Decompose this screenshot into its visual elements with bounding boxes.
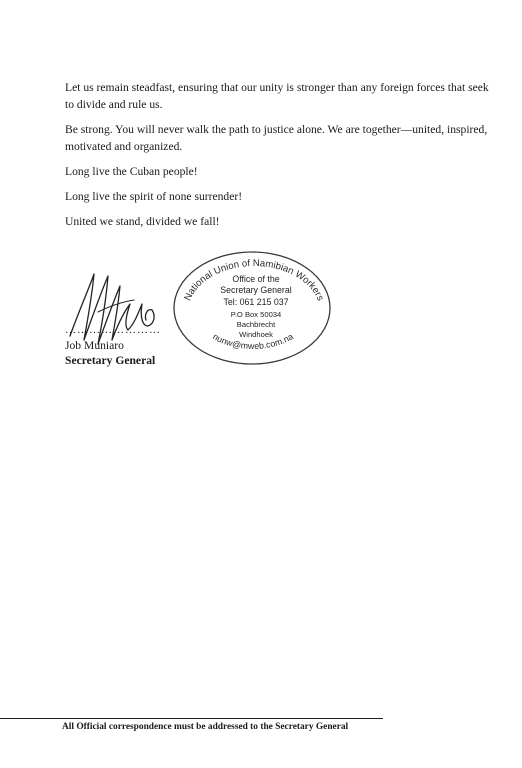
stamp-line: Tel: 061 215 037 [223, 297, 289, 307]
official-stamp [172, 248, 332, 366]
stamp-line: Secretary General [220, 285, 292, 295]
body-paragraph: United we stand, divided we fall! [65, 215, 220, 228]
body-paragraph: Let us remain steadfast, ensuring that our unity is stronger than any foreign forces that seek to divide and rule us. [65, 81, 489, 111]
stamp-email: nunw@mweb.com.na [211, 331, 295, 351]
footer-rule [0, 718, 383, 719]
stamp-line: Windhoek [239, 330, 273, 339]
signer-title: Secretary General [65, 354, 156, 367]
stamp-line: Office of the [232, 274, 280, 284]
signature-line: …………………… [65, 324, 161, 336]
stamp-arc-text: National Union of Namibian Workers [182, 257, 326, 303]
stamp-line: Bachbrecht [236, 320, 276, 329]
stamp-line: P.O Box 50034 [230, 310, 282, 319]
body-paragraph: Be strong. You will never walk the path to justice alone. We are together—united, inspired, motivated and organized. [65, 123, 488, 153]
footer-note: All Official correspondence must be addressed to the Secretary General [62, 722, 349, 732]
body-paragraph: Long live the spirit of none surrender! [65, 190, 243, 203]
body-paragraph: Long live the Cuban people! [65, 165, 198, 178]
handwritten-signature [62, 268, 172, 348]
signer-name: Job Muniaro [65, 339, 124, 352]
